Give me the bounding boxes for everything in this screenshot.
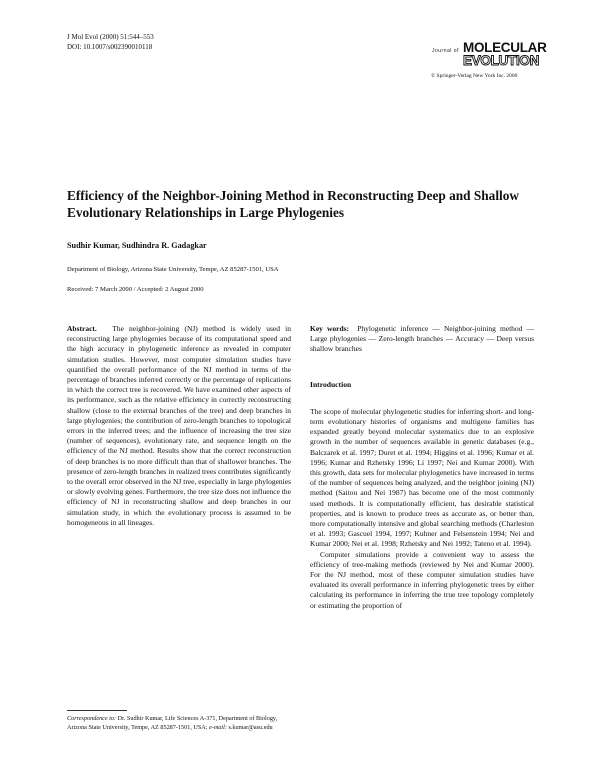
abstract: [67, 324, 291, 528]
affiliation: Department of Biology, Arizona State University, Tempe, AZ 85287-1501, USA: [67, 266, 279, 273]
intro-paragraph: Computer simulations provide a convenient way to assess the efficiency of tree-making methods (reviewed by Nei and Kumar 2000). For the NJ method, most of these computer simulation studies have evaluated its overall performance in inferring phylogenetic trees by either calculating its performance in inferring the true tree topology completely or estimating the proportion of: [310, 549, 534, 610]
keywords: [310, 324, 534, 355]
journal-reference: [67, 33, 154, 52]
footnote-divider: [67, 710, 127, 711]
email-label: e-mail:: [209, 723, 227, 731]
abstract-text: The neighbor-joining (NJ) method is widely used in reconstructing large phylogenies because of its computational speed and the high accuracy in phylogenetic inference as revealed in computer simulation studies. However, most computer simulation studies have quantified the overall performance of the NJ method in terms of the percentage of branches inferred correctly or the percentage of replications in which the correct tree is recovered. We have examined other aspects of its performance, such as the relative efficiency in correctly reconstructing shallow (close to the external branches of the tree) and deep branches in large phylogenies; the contribution of zero-length branches to topological errors in the inferred trees; and the influence of increasing the tree size (number of sequences), evolutionary rate, and sequence length on the efficiency of the NJ method. Results show that the correct reconstruction of deep branches is no more difficult than that of shallower branches. The presence of zero-length branches in realized trees contributes significantly to the overall error observed in the NJ tree, especially in large phylogenies or slowly evolving genes. Furthermore, the tree size does not influence the efficiency of NJ in reconstructing shallow and deep branches in our simulation study, in which the evolutionary process is assumed to be homogeneous in all lineages.: [67, 324, 291, 527]
copyright: © Springer-Verlag New York Inc. 2000: [431, 73, 518, 79]
footnote-text: Dr. Sudhir Kumar, Life Sciences A-371, Department of Biology, Arizona State University, Tempe, AZ 85287-1501, USA;: [67, 715, 278, 731]
received-accepted-dates: Received: 7 March 2000 / Accepted: 2 August 2000: [67, 286, 204, 293]
right-column: [310, 324, 534, 611]
footnote-label: Correspondence to:: [67, 715, 117, 722]
journal-logo: [432, 40, 547, 68]
email-address: s.kumar@asu.edu: [228, 723, 273, 731]
abstract-label: Abstract.: [67, 324, 97, 333]
correspondence-footnote: [67, 715, 291, 732]
logo-line1: MOLECULAR: [463, 40, 547, 55]
logo-prefix: Journal of: [432, 48, 459, 54]
authors: Sudhir Kumar, Sudhindra R. Gadagkar: [67, 241, 207, 250]
introduction-body: [310, 407, 534, 611]
journal-citation: J Mol Evol (2000) 51:544–553: [67, 33, 154, 41]
intro-paragraph: The scope of molecular phylogenetic studies for inferring short- and long-term evolutionary histories of organisms and multigene families has expanded greatly beyond molecular systematics due to an explosive growth in the number of sequences available in genetic databases (e.g., Balczarek et al. 1997; Duret et al. 1994; Higgins et al. 1996; Kumar et al. 1996; Kumar and Rzhetsky 1996; Li 1997; Nei and Kumar 2000). With this growth, data sets for molecular phylogenetics have increased in terms of the number of sequences being analyzed, and the neighbor joining (NJ) method (Saitou and Nei 1987) has become one of the most commonly used methods. It is computationally efficient, has desirable statistical properties, and is known to produce trees as accurate as, or better than, more computationally intensive and global searching methods (Charleston et al. 1993; Gascuel 1994, 1997; Kuhner and Felsenstein 1994; Nei and Kumar 2000; Nei et al. 1998; Rzhetsky and Nei 1992; Tateno et al. 1994).: [310, 406, 534, 549]
article-title: Efficiency of the Neighbor-Joining Method in Reconstructing Deep and Shallow Evolutionary Relationships in Large Phylogenies: [67, 188, 519, 220]
logo-line2: EVOLUTION: [463, 53, 540, 68]
introduction-heading: Introduction: [310, 379, 352, 389]
keywords-text: Phylogenetic inference — Neighbor-joining method — Large phylogenies — Zero-length branches — Accuracy — Deep versus shallow branches: [310, 324, 534, 354]
doi: DOI: 10.1007/s002390010118: [67, 42, 153, 51]
keywords-label: Key words:: [310, 324, 350, 333]
